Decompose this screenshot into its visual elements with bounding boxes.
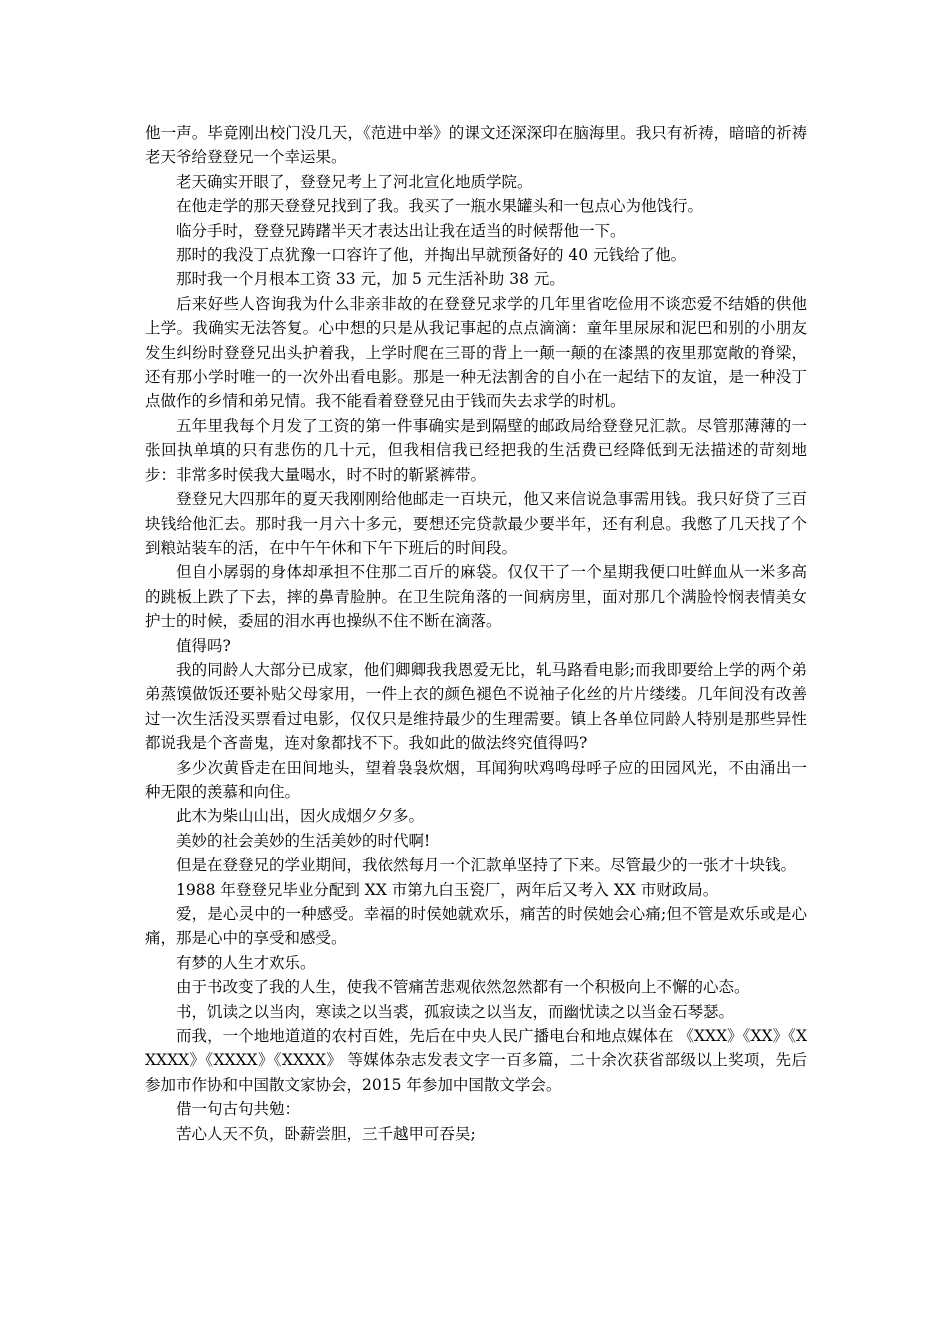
paragraph: 五年里我每个月发了工资的第一件事确实是到隔壁的邮政局给登登兄汇款。尽管那薄薄的一张回执单填的只有悲伤的几十元，但我相信我已经把我的生活费已经降低到无法描述的苛刻地步：非常多时侯我大量喝水，时不时的靳紧裤带。 [145, 416, 807, 484]
paragraph: 美妙的社会美妙的生活美妙的时代啊! [176, 831, 431, 850]
paragraph: 在他走学的那天登登兄找到了我。我买了一瓶水果罐头和一包点心为他饯行。 [176, 197, 704, 216]
paragraph: 由于书改变了我的人生，使我不管痛苦悲观依然忽然都有一个积极向上不懈的心态。 [176, 978, 750, 997]
document-body [145, 121, 807, 1146]
paragraph: 临分手时，登登兄踌躇半天才表达出让我在适当的时候帮他一下。 [176, 221, 626, 240]
paragraph: 书，饥读之以当肉，寒读之以当裘，孤寂读之以当友，而幽忧读之以当金石琴瑟。 [176, 1002, 735, 1021]
paragraph: 多少次黄昏走在田间地头，望着袅袅炊烟，耳闻狗吠鸡鸣母呼子应的田园风光，不由涌出一种无限的羡慕和向住。 [145, 758, 807, 801]
paragraph: 但自小孱弱的身体却承担不住那二百斤的麻袋。仅仅干了一个星期我便口吐鲜血从一米多高的跳板上跌了下去，摔的鼻青脸肿。在卫生院角落的一间病房里，面对那几个满脸怜悯表情美女护士的时候，委屈的泪水再也操纵不住不断在滴落。 [145, 563, 807, 631]
paragraph: 老天确实开眼了，登登兄考上了河北宣化地质学院。 [176, 172, 533, 191]
paragraph: 此木为柴山山出，因火成烟夕夕多。 [176, 807, 425, 826]
paragraph: 但是在登登兄的学业期间，我依然每月一个汇款单坚持了下来。尽管最少的一张才十块钱。 [176, 856, 797, 875]
paragraph: 苦心人天不负，卧薪尝胆，三千越甲可吞吴; [176, 1124, 476, 1143]
paragraph: 那时的我没丁点犹豫一口容许了他，并掏出早就预备好的 40 元钱给了他。 [176, 246, 687, 265]
paragraph: 我的同龄人大部分已成家，他们卿卿我我恩爱无比，轧马路看电影;而我即要给上学的两个弟弟蒸馍做饭还要补贴父母家用，一件上衣的颜色褪色不说袖子化丝的片片缕缕。几年间没有改善过一次生活没买票看过电影，仅仅只是维持最少的生理需要。镇上各单位同龄人特别是那些异性都说我是个吝啬鬼，连对象都找不下。我如此的做法终究值得吗? [145, 660, 807, 753]
paragraph: 那时我一个月根本工资 33 元，加 5 元生活补助 38 元。 [176, 270, 565, 289]
paragraph: 有梦的人生才欢乐。 [176, 953, 316, 972]
paragraph: 登登兄大四那年的夏天我刚刚给他邮走一百块元，他又来信说急事需用钱。我只好贷了三百块钱给他汇去。那时我一月六十多元，要想还完贷款最少要半年，还有利息。我憋了几天找了个到粮站装车的活，在中午午休和下午下班后的时间段。 [145, 490, 807, 557]
paragraph: 而我，一个地地道道的农村百姓，先后在中央人民广播电台和地点媒体在 《XXX》《XX》《XXXXX》《XXXX》《XXXX》 等媒体杂志发表文字一百多篇，二十余次获省部级以上奖项，先后参加市作协和中国散文家协会，2015 年参加中国散文学会。 [145, 1027, 807, 1094]
paragraph: 值得吗? [176, 636, 231, 655]
paragraph-continued: 他一声。毕竟刚出校门没几天，《范进中举》的课文还深深印在脑海里。我只有祈祷，暗暗的祈祷老天爷给登登兄一个幸运果。 [145, 124, 807, 167]
paragraph: 1988 年登登兄毕业分配到 XX 市第九白玉瓷厂，两年后又考入 XX 市财政局。 [176, 880, 719, 899]
paragraph: 借一句古句共勉： [176, 1100, 301, 1119]
paragraph: 爱，是心灵中的一种感受。幸福的时侯她就欢乐，痛苦的时侯她会心痛;但不管是欢乐或是心痛，那是心中的享受和感受。 [145, 905, 807, 948]
paragraph: 后来好些人咨询我为什么非亲非故的在登登兄求学的几年里省吃俭用不谈恋爱不结婚的供他上学。我确实无法答复。心中想的只是从我记事起的点点滴滴：童年里尿尿和泥巴和别的小朋友发生纠纷时登登兄出头护着我，上学时爬在三哥的背上一颠一颠的在漆黑的夜里那宽敞的脊梁，还有那小学时唯一的一次外出看电影。那是一种无法割舍的自小在一起结下的友谊，是一种没丁点做作的乡情和弟兄情。我不能看着登登兄由于钱而失去求学的时机。 [145, 294, 807, 411]
